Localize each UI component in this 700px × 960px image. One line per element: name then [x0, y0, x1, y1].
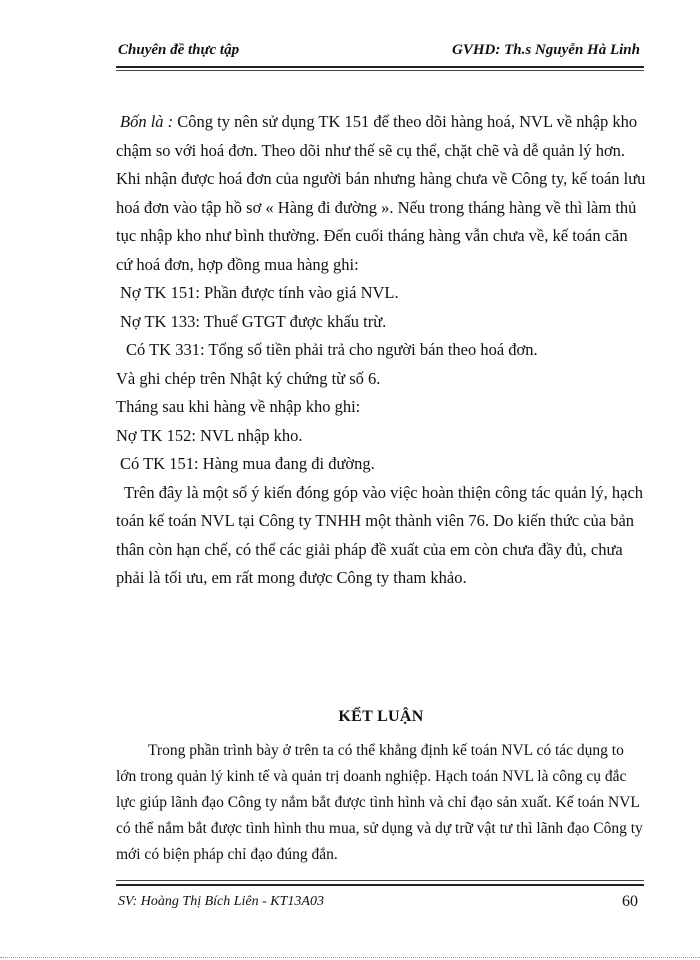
header-supervisor: GVHD: Th.s Nguyễn Hà Linh	[452, 42, 640, 58]
header-rule-thin	[116, 70, 644, 71]
body-text	[116, 108, 646, 593]
entry-debit-133: Nợ TK 133: Thuế GTGT được khấu trừ.	[120, 311, 387, 331]
conclusion-section	[116, 738, 644, 868]
entry-debit-152: Nợ TK 152: NVL nhập kho.	[116, 425, 303, 445]
paragraph-closing: Trên đây là một số ý kiến đóng góp vào việc hoàn thiện công tác quản lý, hạch toán kế toán NVL tại Công ty TNHH một thành viên 76. Do kiến thức của bản thân còn hạn chế, có thể các giải pháp đề xuất của em còn chưa đầy đủ, chưa phải là tối ưu, em rất mong được Công ty tham khảo.	[116, 482, 644, 587]
entry-debit-151: Nợ TK 151: Phần được tính vào giá NVL.	[120, 283, 399, 302]
entry-journal-note: Và ghi chép trên Nhật ký chứng từ số 6.	[116, 368, 381, 388]
entry-credit-331: Có TK 331: Tổng số tiền phải trả cho người bán theo hoá đơn.	[126, 340, 538, 359]
page-edge-dotted-line	[0, 957, 700, 958]
paragraph-recommendation	[116, 108, 646, 279]
conclusion-paragraph: Trong phần trình bày ở trên ta có thể khẳng định kế toán NVL có tác dụng to lớn trong quản lý kinh tế và quản trị doanh nghiệp. Hạch toán NVL là công cụ đắc lực giúp lãnh đạo Công ty nắm bắt được tình hình và chỉ đạo sản xuất. Kế toán NVL có thể nắm bắt được tình hình thu mua, sử dụng và dự trữ vật tư thì lãnh đạo Công ty mới có biện pháp chỉ đạo đúng đắn.	[116, 742, 643, 863]
footer-rule-thick	[116, 884, 644, 886]
header-topic: Chuyên đề thực tập	[118, 42, 240, 58]
entry-credit-151: Có TK 151: Hàng mua đang đi đường.	[120, 454, 375, 473]
paragraph-lead: Bốn là :	[120, 112, 174, 131]
header-rule-thick	[116, 66, 644, 68]
footer-rule-thin	[116, 880, 644, 881]
conclusion-heading: KẾT LUẬN	[338, 708, 424, 725]
page-footer	[118, 894, 638, 918]
footer-student: SV: Hoàng Thị Bích Liên - KT13A03	[118, 894, 324, 909]
page-header	[118, 40, 640, 64]
paragraph-recommendation-text: Công ty nên sử dụng TK 151 để theo dõi hàng hoá, NVL về nhập kho chậm so với hoá đơn. Theo dõi như thế sẽ cụ thể, chặt chẽ và dễ quản lý hơn. Khi nhận được hoá đơn của người bán nhưng hàng chưa về Công ty, kế toán lưu hoá đơn vào tập hồ sơ « Hàng đi đường ». Nếu trong tháng hàng về thì làm thủ tục nhập kho như bình thường. Đến cuối tháng hàng vẫn chưa về, kế toán căn cứ hoá đơn, hợp đồng mua hàng ghi:	[116, 112, 646, 274]
page-number: 60	[622, 893, 638, 910]
entry-next-month-note: Tháng sau khi hàng về nhập kho ghi:	[116, 397, 361, 416]
